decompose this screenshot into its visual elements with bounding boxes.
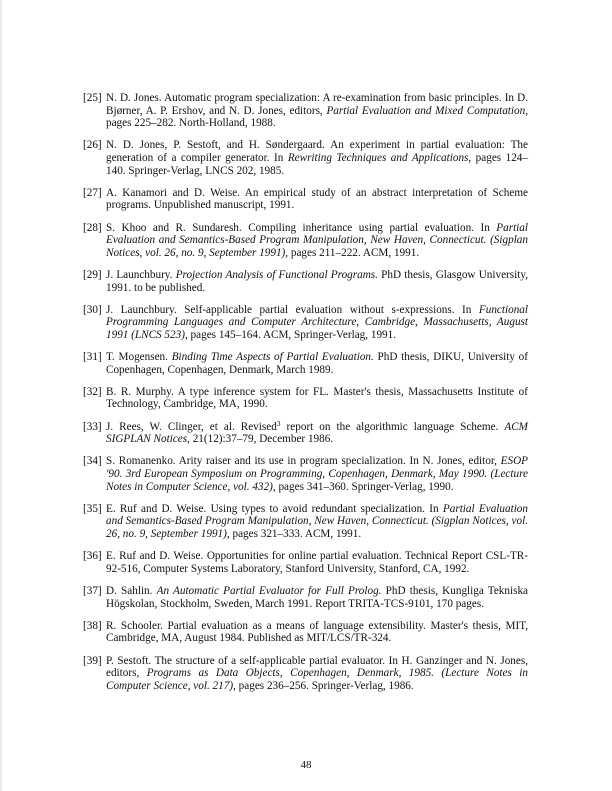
reference-label: [32]: [83, 385, 102, 398]
reference-text: R. Schooler. Partial evaluation as a means of language extensibility. Master's thesis, MIT, Cambridge, MA, August 1984. Published as MIT/LCS/TR-324.: [106, 619, 528, 645]
reference-entry: [83, 304, 528, 342]
reference-entry: [83, 503, 528, 541]
reference-text: E. Ruf and D. Weise. Using types to avoid redundant specialization. In: [106, 502, 443, 515]
reference-text: , pages 321–333. ACM, 1991.: [226, 527, 362, 540]
reference-entry: [83, 222, 528, 260]
reference-text: J. Launchbury. Self-applicable partial evaluation without s-expressions. In: [106, 303, 479, 316]
reference-label: [33]: [83, 420, 102, 433]
reference-title-italic: ESOP '90. 3rd European Symposium on Programming, Copenhagen, Denmark, May 1990. (Lecture Notes in Computer Science, vol. 432): [106, 455, 528, 493]
reference-text: , pages 341–360. Springer-Verlag, 1990.: [272, 480, 454, 493]
reference-label: [26]: [83, 139, 102, 152]
reference-entry: [83, 550, 528, 575]
reference-entry: [83, 187, 528, 212]
reference-text: PhD thesis, DIKU, University of Copenhagen, Copenhagen, Denmark, March 1989.: [106, 351, 528, 376]
reference-entry: [83, 455, 528, 493]
reference-title-italic: Rewriting Techniques and Applications: [287, 151, 469, 164]
reference-title-italic: ACM SIGPLAN Notices: [106, 420, 528, 446]
reference-label: [39]: [83, 654, 102, 667]
reference-text: , pages 145–164. ACM, Springer-Verlag, 1991.: [184, 328, 397, 341]
reference-label: [28]: [83, 221, 102, 234]
reference-title-italic: Projection Analysis of Functional Programs.: [175, 268, 378, 281]
reference-text: A. Kanamori and D. Weise. An empirical study of an abstract interpretation of Scheme programs. Unpublished manuscript, 1991.: [106, 186, 528, 212]
reference-text: J. Launchbury.: [106, 268, 176, 281]
reference-text: , pages 236–256. Springer-Verlag, 1986.: [233, 679, 414, 692]
reference-label: [34]: [83, 455, 102, 468]
reference-entry: [83, 386, 528, 411]
reference-label: [38]: [83, 619, 102, 632]
page-edge: [0, 0, 2, 791]
reference-text: N. D. Jones. Automatic program specialization: A re-examination from basic principles. In D. Bjørner, A. P. Ershov, and N. D. Jones, editors,: [106, 92, 528, 117]
reference-text: PhD thesis, Kungliga Tekniska Högskolan, Stockholm, Sweden, March 1991. Report TRITA-TCS-9101, 170 pages.: [106, 584, 529, 610]
reference-title-italic: An Automatic Partial Evaluator for Full Prolog.: [156, 584, 382, 597]
reference-list: [83, 92, 528, 702]
reference-entry: [83, 351, 528, 376]
reference-text: J. Rees, W. Clinger, et al. Revised: [106, 420, 277, 433]
reference-label: [37]: [83, 584, 102, 597]
reference-text: report on the algorithmic language Scheme.: [280, 420, 505, 433]
page-number: 48: [300, 759, 312, 771]
reference-label: [35]: [83, 502, 102, 515]
reference-text: T. Mogensen.: [106, 351, 172, 364]
reference-text: D. Sahlin.: [106, 584, 157, 597]
reference-label: [31]: [83, 351, 102, 364]
reference-text: B. R. Murphy. A type inference system for FL. Master's thesis, Massachusetts Institute of Technology, Cambridge, MA, 1990.: [106, 385, 528, 411]
reference-title-italic: Partial Evaluation and Semantics-Based Program Manipulation, New Haven, Connecticut. (Sigplan Notices, vol. 26, no. 9, September 1991): [106, 221, 528, 259]
reference-entry: [83, 269, 528, 294]
reference-text: , pages 211–222. ACM, 1991.: [285, 246, 420, 259]
reference-text: P. Sestoft. The structure of a self-applicable partial evaluator. In H. Ganzinger and N. Jones, editors,: [106, 654, 528, 680]
reference-text: , 21(12):37–79, December 1986.: [187, 433, 334, 446]
reference-title-italic: Functional Programming Languages and Computer Architecture, Cambridge, Massachusetts, August 1991 (LNCS 523): [106, 303, 528, 341]
reference-label: [25]: [83, 92, 102, 104]
reference-text: S. Romanenko. Arity raiser and its use in program specialization. In N. Jones, editor,: [106, 455, 501, 468]
reference-text: PhD thesis, Glasgow University, 1991. to be published.: [106, 268, 529, 294]
reference-entry: [83, 620, 528, 645]
reference-entry: [83, 92, 528, 130]
reference-entry: [83, 418, 528, 446]
reference-text: , pages 225–282. North-Holland, 1988.: [106, 104, 528, 130]
reference-entry: [83, 585, 528, 610]
reference-label: [29]: [83, 268, 102, 281]
superscript: 3: [276, 418, 281, 428]
reference-text: N. D. Jones, P. Sestoft, and H. Søndergaard. An experiment in partial evaluation: The generation of a compiler generator. In: [106, 139, 528, 164]
reference-label: [27]: [83, 186, 102, 199]
reference-text: E. Ruf and D. Weise. Opportunities for online partial evaluation. Technical Report CSL-TR-92-516, Computer Systems Laboratory, Stanford University, Stanford, CA, 1992.: [106, 550, 528, 575]
reference-title-italic: Programs as Data Objects, Copenhagen, Denmark, 1985. (Lecture Notes in Computer Science, vol. 217): [106, 667, 529, 692]
reference-label: [36]: [83, 550, 102, 563]
reference-label: [30]: [83, 303, 102, 316]
reference-text: S. Khoo and R. Sundaresh. Compiling inheritance using partial evaluation. In: [106, 221, 497, 234]
reference-entry: [83, 655, 528, 693]
reference-title-italic: Binding Time Aspects of Partial Evaluation.: [171, 351, 374, 364]
reference-entry: [83, 139, 528, 177]
reference-text: , pages 124–140. Springer-Verlag, LNCS 202, 1985.: [106, 151, 528, 177]
reference-title-italic: Partial Evaluation and Semantics-Based Program Manipulation, New Haven, Connecticut. (Sigplan Notices, vol. 26, no. 9, September 1991): [106, 502, 528, 540]
reference-title-italic: Partial Evaluation and Mixed Computation: [326, 104, 526, 117]
